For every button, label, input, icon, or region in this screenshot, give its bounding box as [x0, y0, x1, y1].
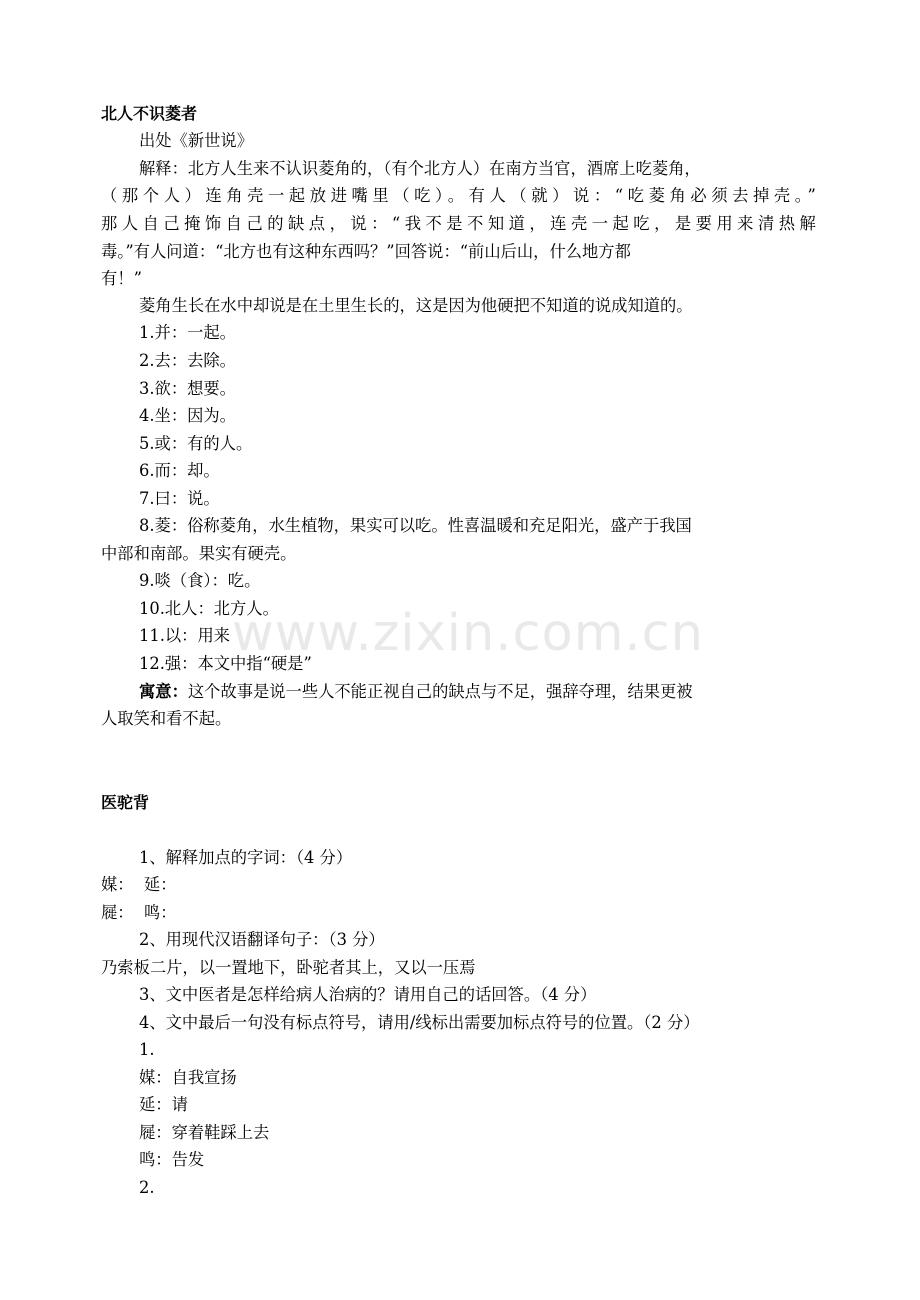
note-11: 11.以：用来 — [139, 626, 231, 645]
explanation-line-5: 有！” — [101, 269, 142, 288]
note-10: 10.北人：北方人。 — [139, 599, 279, 618]
note-9: 9.啖（食）：吃。 — [139, 571, 261, 590]
answer-1-heading: 1. — [139, 1040, 155, 1059]
summary-line: 菱角生长在水中却说是在土里生长的，这是因为他硬把不知道的说成知道的。 — [139, 296, 693, 315]
question-1-blank-a: 媒： 延： — [101, 875, 177, 894]
note-7: 7.曰：说。 — [139, 489, 220, 508]
section-title-yituobei: 医驼背 — [101, 793, 150, 812]
explanation-line-2: （那个人）连角壳一起放进嘴里（吃）。有人（就）说：“吃菱角必须去掉壳。” — [101, 186, 816, 205]
question-3: 3、文中医者是怎样给病人治病的？请用自己的话回答。（4 分） — [139, 985, 597, 1004]
source-line: 出处《新世说》 — [139, 131, 253, 150]
answer-2-heading: 2. — [139, 1178, 155, 1197]
question-1: 1、解释加点的字词：（4 分） — [139, 848, 353, 867]
answer-yan: 延：请 — [139, 1095, 188, 1114]
question-4: 4、文中最后一句没有标点符号，请用/线标出需要加标点符号的位置。（2 分） — [139, 1013, 700, 1032]
answer-mei: 媒：自我宣扬 — [139, 1068, 237, 1087]
moral-line-1 — [139, 682, 693, 702]
note-1: 1.并：一起。 — [139, 323, 236, 342]
question-1-blank-b: 屣： 鸣： — [101, 903, 177, 922]
answer-xi: 屣：穿着鞋踩上去 — [139, 1123, 270, 1142]
section-title-beiren: 北人不识菱者 — [101, 104, 198, 123]
explanation-line-4: 毒。”有人问道：“北方也有这种东西吗？”回答说：“前山后山，什么地方都 — [101, 242, 631, 261]
answer-ming: 鸣：告发 — [139, 1150, 205, 1169]
moral-label: 寓意： — [139, 682, 188, 701]
moral-text: 这个故事是说一些人不能正视自己的缺点与不足，强辞夺理，结果更被 — [187, 682, 693, 701]
note-6: 6.而：却。 — [139, 461, 220, 480]
explanation-line-1: 解释：北方人生来不认识菱角的，（有个北方人）在南方当官，酒席上吃菱角， — [139, 159, 701, 178]
note-8-continued: 中部和南部。果实有硬壳。 — [101, 544, 297, 563]
note-3: 3.欲：想要。 — [139, 379, 236, 398]
question-2-sentence: 乃索板二片，以一置地下，卧驼者其上，又以一压焉 — [101, 958, 476, 977]
note-2: 2.去：去除。 — [139, 351, 236, 370]
watermark: www.zixin.com.cn — [232, 604, 704, 663]
explanation-line-3: 那人自己掩饰自己的缺点，说：“我不是不知道，连壳一起吃，是要用来清热解 — [101, 214, 816, 233]
note-5: 5.或：有的人。 — [139, 434, 253, 453]
note-8: 8.菱：俗称菱角，水生植物，果实可以吃。性喜温暖和充足阳光，盛产于我国 — [139, 516, 692, 535]
question-2: 2、用现代汉语翻译句子：（3 分） — [139, 930, 385, 949]
note-4: 4.坐：因为。 — [139, 406, 236, 425]
moral-line-2: 人取笑和看不起。 — [101, 709, 232, 728]
note-12: 12.强：本文中指“硬是” — [139, 654, 312, 673]
